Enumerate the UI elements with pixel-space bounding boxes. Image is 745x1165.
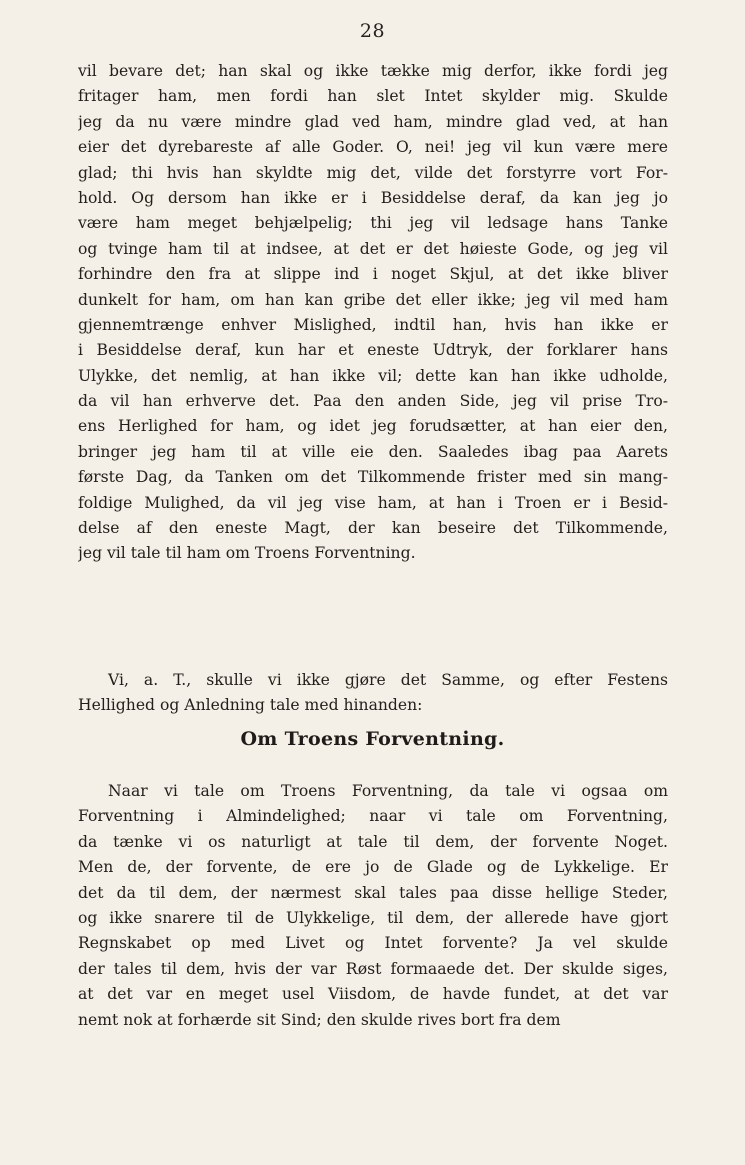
text-line: foldige Mulighed, da vil jeg vise ham, at han i Troen er i Besid- [78,493,668,512]
text-line: jeg da nu være mindre glad ved ham, mindre glad ved, at han [78,112,668,131]
text-line: hold. Og dersom han ikke er i Besiddelse deraf, da kan jeg jo [78,188,668,207]
text-line: fritager ham, men fordi han slet Intet skylder mig. Skulde [78,87,668,106]
text-line: glad; thi hvis han skyldte mig det, vilde det forstyrre vort For- [78,163,668,182]
text-line: forhindre den fra at slippe ind i noget Skjul, at det ikke bliver [78,265,668,284]
text-line: Vi, a. T., skulle vi ikke gjøre det Samme, og efter Festens [108,671,668,689]
page-number: 28 [359,20,386,42]
text-line: Hellighed og Anledning tale med hinanden: [78,696,423,715]
text-line: og ikke snarere til de Ulykkelige, til dem, der allerede have gjort [78,908,668,927]
text-line: det da til dem, der nærmest skal tales paa disse hellige Steder, [78,883,668,902]
text-line: Forventning i Almindelighed; naar vi tale om Forventning, [78,807,668,826]
text-line: at det var en meget usel Viisdom, de havde fundet, at det var [78,985,668,1004]
text-line: være ham meget behjælpelig; thi jeg vil ledsage hans Tanke [78,214,668,233]
text-line: og tvinge ham til at indsee, at det er det høieste Gode, og jeg vil [78,239,668,258]
paragraph-1 [78,59,668,567]
text-line: delse af den eneste Magt, der kan beseire det Tilkommende, [78,519,668,538]
text-line: nemt nok at forhærde sit Sind; den skulde rives bort fra dem [78,1010,561,1029]
text-line: gjennemtrænge enhver Mislighed, indtil han, hvis han ikke er [78,315,668,334]
text-line: Regnskabet op med Livet og Intet forvente? Ja vel skulde [78,934,668,953]
text-line: jeg vil tale til ham om Troens Forventning. [78,544,416,563]
text-line: eier det dyrebareste af alle Goder. O, nei! jeg vil kun være mere [78,138,668,157]
text-line: Ulykke, det nemlig, at han ikke vil; dette kan han ikke udholde, [78,366,668,385]
text-line: der tales til dem, hvis der var Røst formaaede det. Der skulde siges, [78,959,668,978]
text-line: ens Herlighed for ham, og idet jeg forudsætter, at han eier den, [78,417,668,436]
paragraph-2 [78,668,668,719]
text-line: bringer jeg ham til at ville eie den. Saaledes ibag paa Aarets [78,442,668,461]
text-line: vil bevare det; han skal og ikke tække mig derfor, ikke fordi jeg [78,62,668,80]
text-line: da vil han erhverve det. Paa den anden Side, jeg vil prise Tro- [78,392,668,411]
text-line: i Besiddelse deraf, kun har et eneste Udtryk, der forklarer hans [78,341,668,360]
section-heading: Om Troens Forventning. [240,728,505,750]
text-line: første Dag, da Tanken om det Tilkommende frister med sin mang- [78,468,668,487]
text-line: da tænke vi os naturligt at tale til dem, der forvente Noget. [78,832,668,851]
paragraph-3 [78,779,668,1033]
text-line: Men de, der forvente, de ere jo de Glade og de Lykkelige. Er [78,858,668,877]
text-line: dunkelt for ham, om han kan gribe det eller ikke; jeg vil med ham [78,290,668,309]
text-line: Naar vi tale om Troens Forventning, da tale vi ogsaa om [108,782,668,800]
